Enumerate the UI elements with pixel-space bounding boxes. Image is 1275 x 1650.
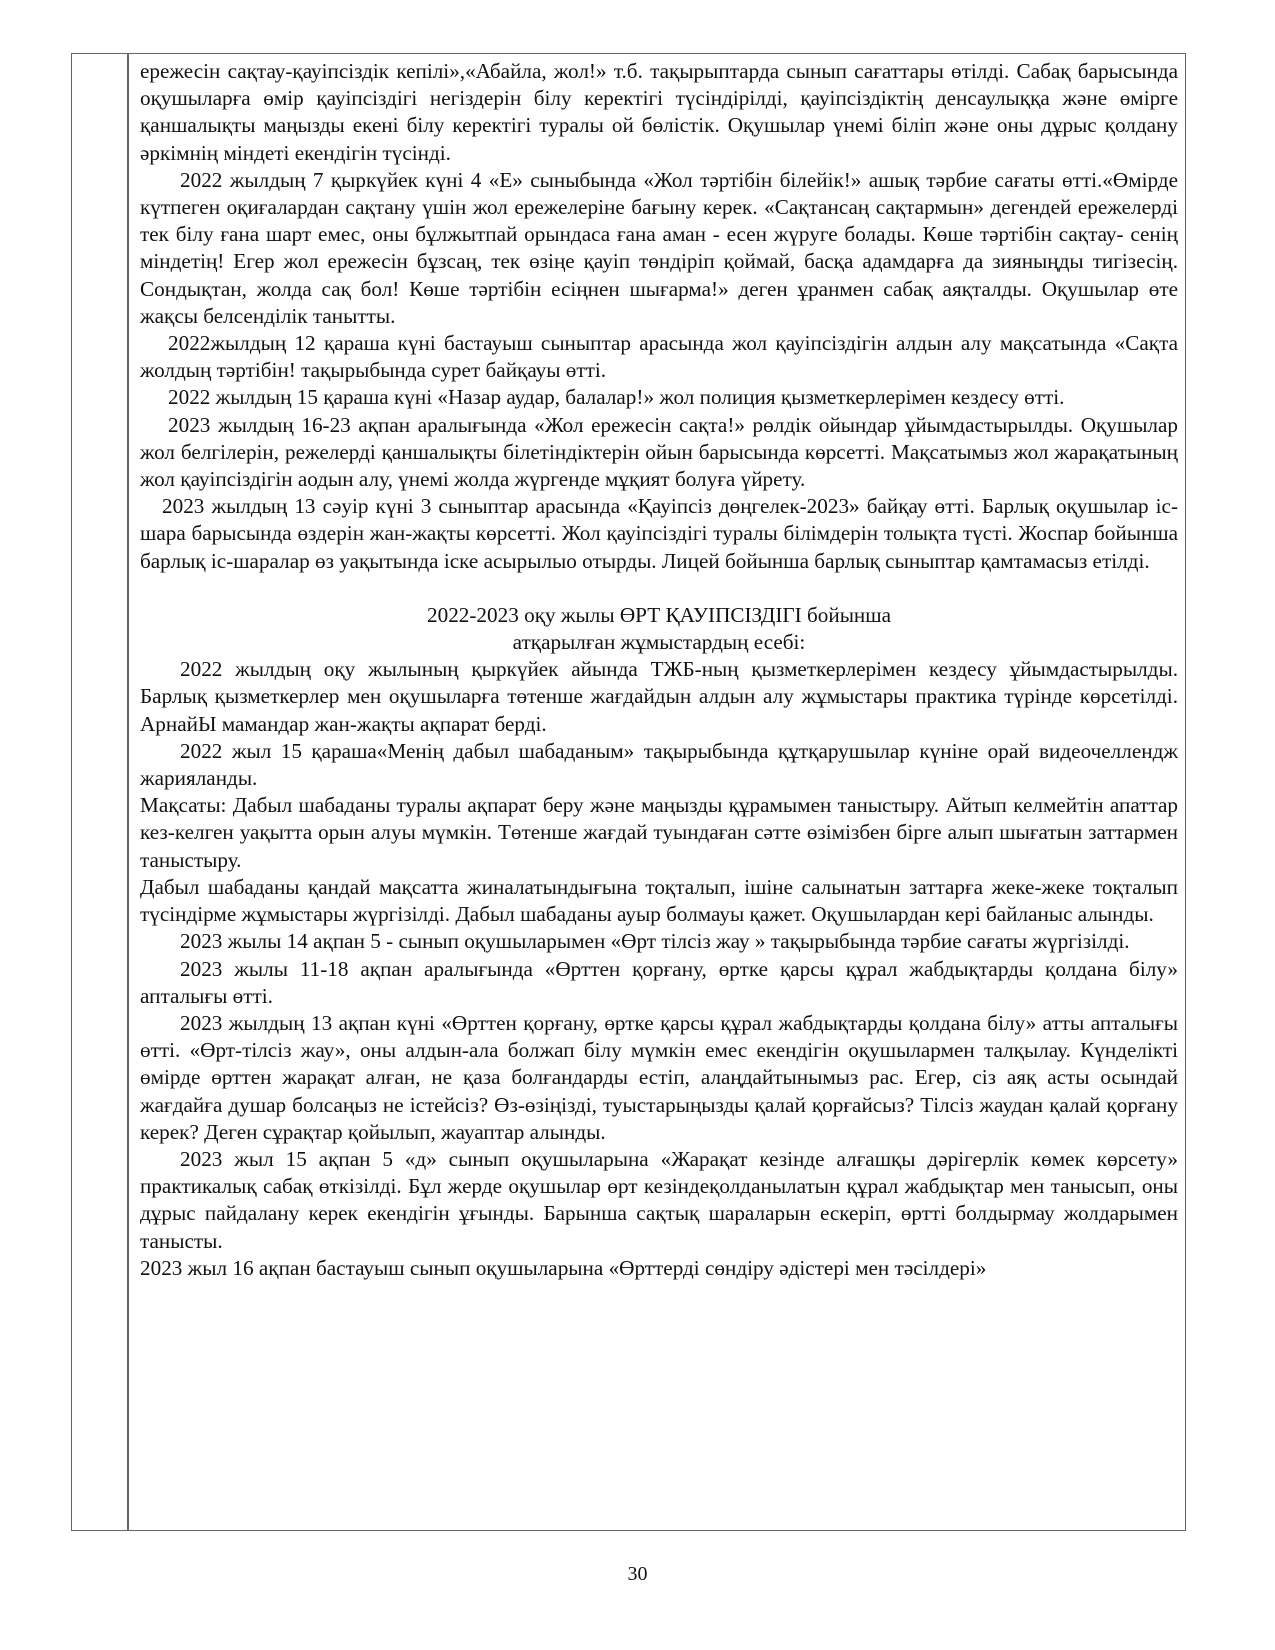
section-heading: 2022-2023 оқу жылы ӨРТ ҚАУІПСІЗДІГІ бойынша [427, 602, 891, 627]
paragraph: Мақсаты: Дабыл шабаданы туралы ақпарат беру және маңызды құрамымен таныстыру. Айтып келмейтін апаттар кез-келген уақытта орын алуы мүмкін. Төтенше жағдай туындаған сәтте өзімізбен бірге алып шығатын заттармен таныстыру. [140, 793, 1178, 872]
paragraph: 2023 жыл 16 ақпан бастауыш сынып оқушыларына «Өрттерді сөндіру әдістері мен тәсілдері» [140, 1255, 987, 1280]
table-content-cell [140, 58, 1178, 1282]
paragraph: 2022 жылдың 15 қараша күні «Назар аудар, балалар!» жол полиция қызметкерлерімен кездесу өтті. [168, 385, 1065, 410]
paragraph: 2023 жыл 15 ақпан 5 «д» сынып оқушыларына «Жарақат кезінде алғашқы дәрігерлік көмек көрсету» практикалық сабақ өткізілді. Бұл жерде оқушылар өрт кезіндеқолданылатын құрал жабдықтар мен танысып, оны дұрыс пайдалану керек екендігін ұғынды. Барынша сақтық шараларын ескеріп, өртті болдырмау жолдарымен танысты. [140, 1146, 1178, 1253]
paragraph: 2023 жылы 11-18 ақпан аралығында «Өрттен қорғану, өртке қарсы құрал жабдықтарды қолдана білу» апталығы өтті. [140, 956, 1178, 1008]
paragraph: 2023 жылдың 16-23 ақпан аралығында «Жол ережесін сақта!» рөлдік ойындар ұйымдастырылды. Оқушылар жол белгілерін, режелерді қаншалықты білетіндіктерін ойын барысында көрсетті. Мақсатымыз жол жарақатының жол қауіпсіздігін аодын алу, үнемі жолда жүргенде мұқият болуға үйрету. [140, 412, 1178, 492]
section-subheading: атқарылған жұмыстардың есебі: [512, 630, 806, 655]
paragraph: 2022 жылдың 7 қыркүйек күні 4 «Е» сыныбында «Жол тәртібін білейік!» ашық тәрбие сағаты өтті.«Өмірде күтпеген оқиғалардан сақтану үшін жол ережелеріне бағыну керек. «Сақтансаң сақтармын» дегендей ережелерді тек білу ғана шарт емес, оны бұлжытпай орындаса ғана аман - есен жүруге болады. Көше тәртібін сақтау- сенің міндетің! Егер жол ережесін бұзсаң, тек өзіңе қауіп төндіріп қоймай, басқа адамдарға да зияныңды тигізесің. Сондықтан, жолда сақ бол! Көше тәртібін есіңнен шығарма!» деген ұранмен сабақ аяқталды. Оқушылар өте жақсы белсенділік танытты. [140, 167, 1178, 328]
paragraph: ережесін сақтау-қауіпсіздік кепілі»,«Абайла, жол!» т.б. тақырыптарда сынып сағаттары өтілді. Сабақ барысында оқушыларға өмір қауіпсіздігі негіздерін білу керектігі түсіндірілді, қауіпсіздіктің денсаулыққа және өмірге қаншалықты маңызды екені білу керектігі туралы ой бөлістік. Оқушылар үнемі біліп және оны дұрыс қолдану әркімнің міндеті екендігін түсінді. [140, 59, 1178, 165]
page-number: 30 [627, 1563, 648, 1585]
paragraph: 2023 жылы 14 ақпан 5 - сынып оқушыларымен «Өрт тілсіз жау » тақырыбында тәрбие сағаты жүргізілді. [180, 929, 1130, 954]
blank-line [140, 575, 1178, 602]
paragraph: 2023 жылдың 13 ақпан күні «Өрттен қорғану, өртке қарсы құрал жабдықтарды қолдана білу» атты апталығы өтті. «Өрт-тілсіз жау», оны алдын-ала болжап білу мүмкін емес екендігін оқушылармен талқылау. Күнделікті өмірде өрттен жарақат алған, не қаза болғандарды естіп, алаңдайтынымыз рас. Егер, сіз аяқ асты осындай жағдайға душар болсаңыз не істейсіз? Өз-өзіңізді, туыстарыңызды қалай қорғайсыз? Тілсіз жаудан қалай қорғану керек? Деген сұрақтар қойылып, жауаптар алынды. [140, 1010, 1178, 1144]
paragraph: 2022 жылдың оқу жылының қыркүйек айында ТЖБ-ның қызметкерлерімен кездесу ұйымдастырылды. Барлық қызметкерлер мен оқушыларға төтенше жағдайдын алдын алу жұмыстары практика түрінде көрсетілді. АрнайЫ мамандар жан-жақты ақпарат берді. [140, 657, 1178, 736]
paragraph: 2023 жылдың 13 сәуір күні 3 сыныптар арасында «Қауіпсіз дөңгелек-2023» байқау өтті. Барлық оқушылар іс-шара барысында өздерін жан-жақты көрсетті. Жол қауіпсіздігі туралы білімдерін толықта түсті. Жоспар бойынша барлық іс-шаралар өз уақытында іске асырылыо отырды. Лицей бойынша барлық сыныптар қамтамасыз етілді. [140, 494, 1178, 573]
paragraph: Дабыл шабаданы қандай мақсатта жиналатындығына тоқталып, ішіне салынатын заттарға жеке-жеке тоқталып түсіндірме жұмыстары жүргізілді. Дабыл шабаданы ауыр болмауы қажет. Оқушылардан кері байланыс алынды. [140, 874, 1178, 927]
paragraph: 2022жылдың 12 қараша күні бастауыш сыныптар арасында жол қауіпсіздігін алдын алу мақсатында «Сақта жолдың тәртібін! тақырыбында сурет байқауы өтті. [140, 331, 1178, 383]
paragraph: 2022 жыл 15 қараша«Менің дабыл шабаданым» тақырыбында құтқарушылар күніне орай видеочеллендж жарияланды. [140, 738, 1178, 791]
table-index-column [71, 53, 129, 1531]
